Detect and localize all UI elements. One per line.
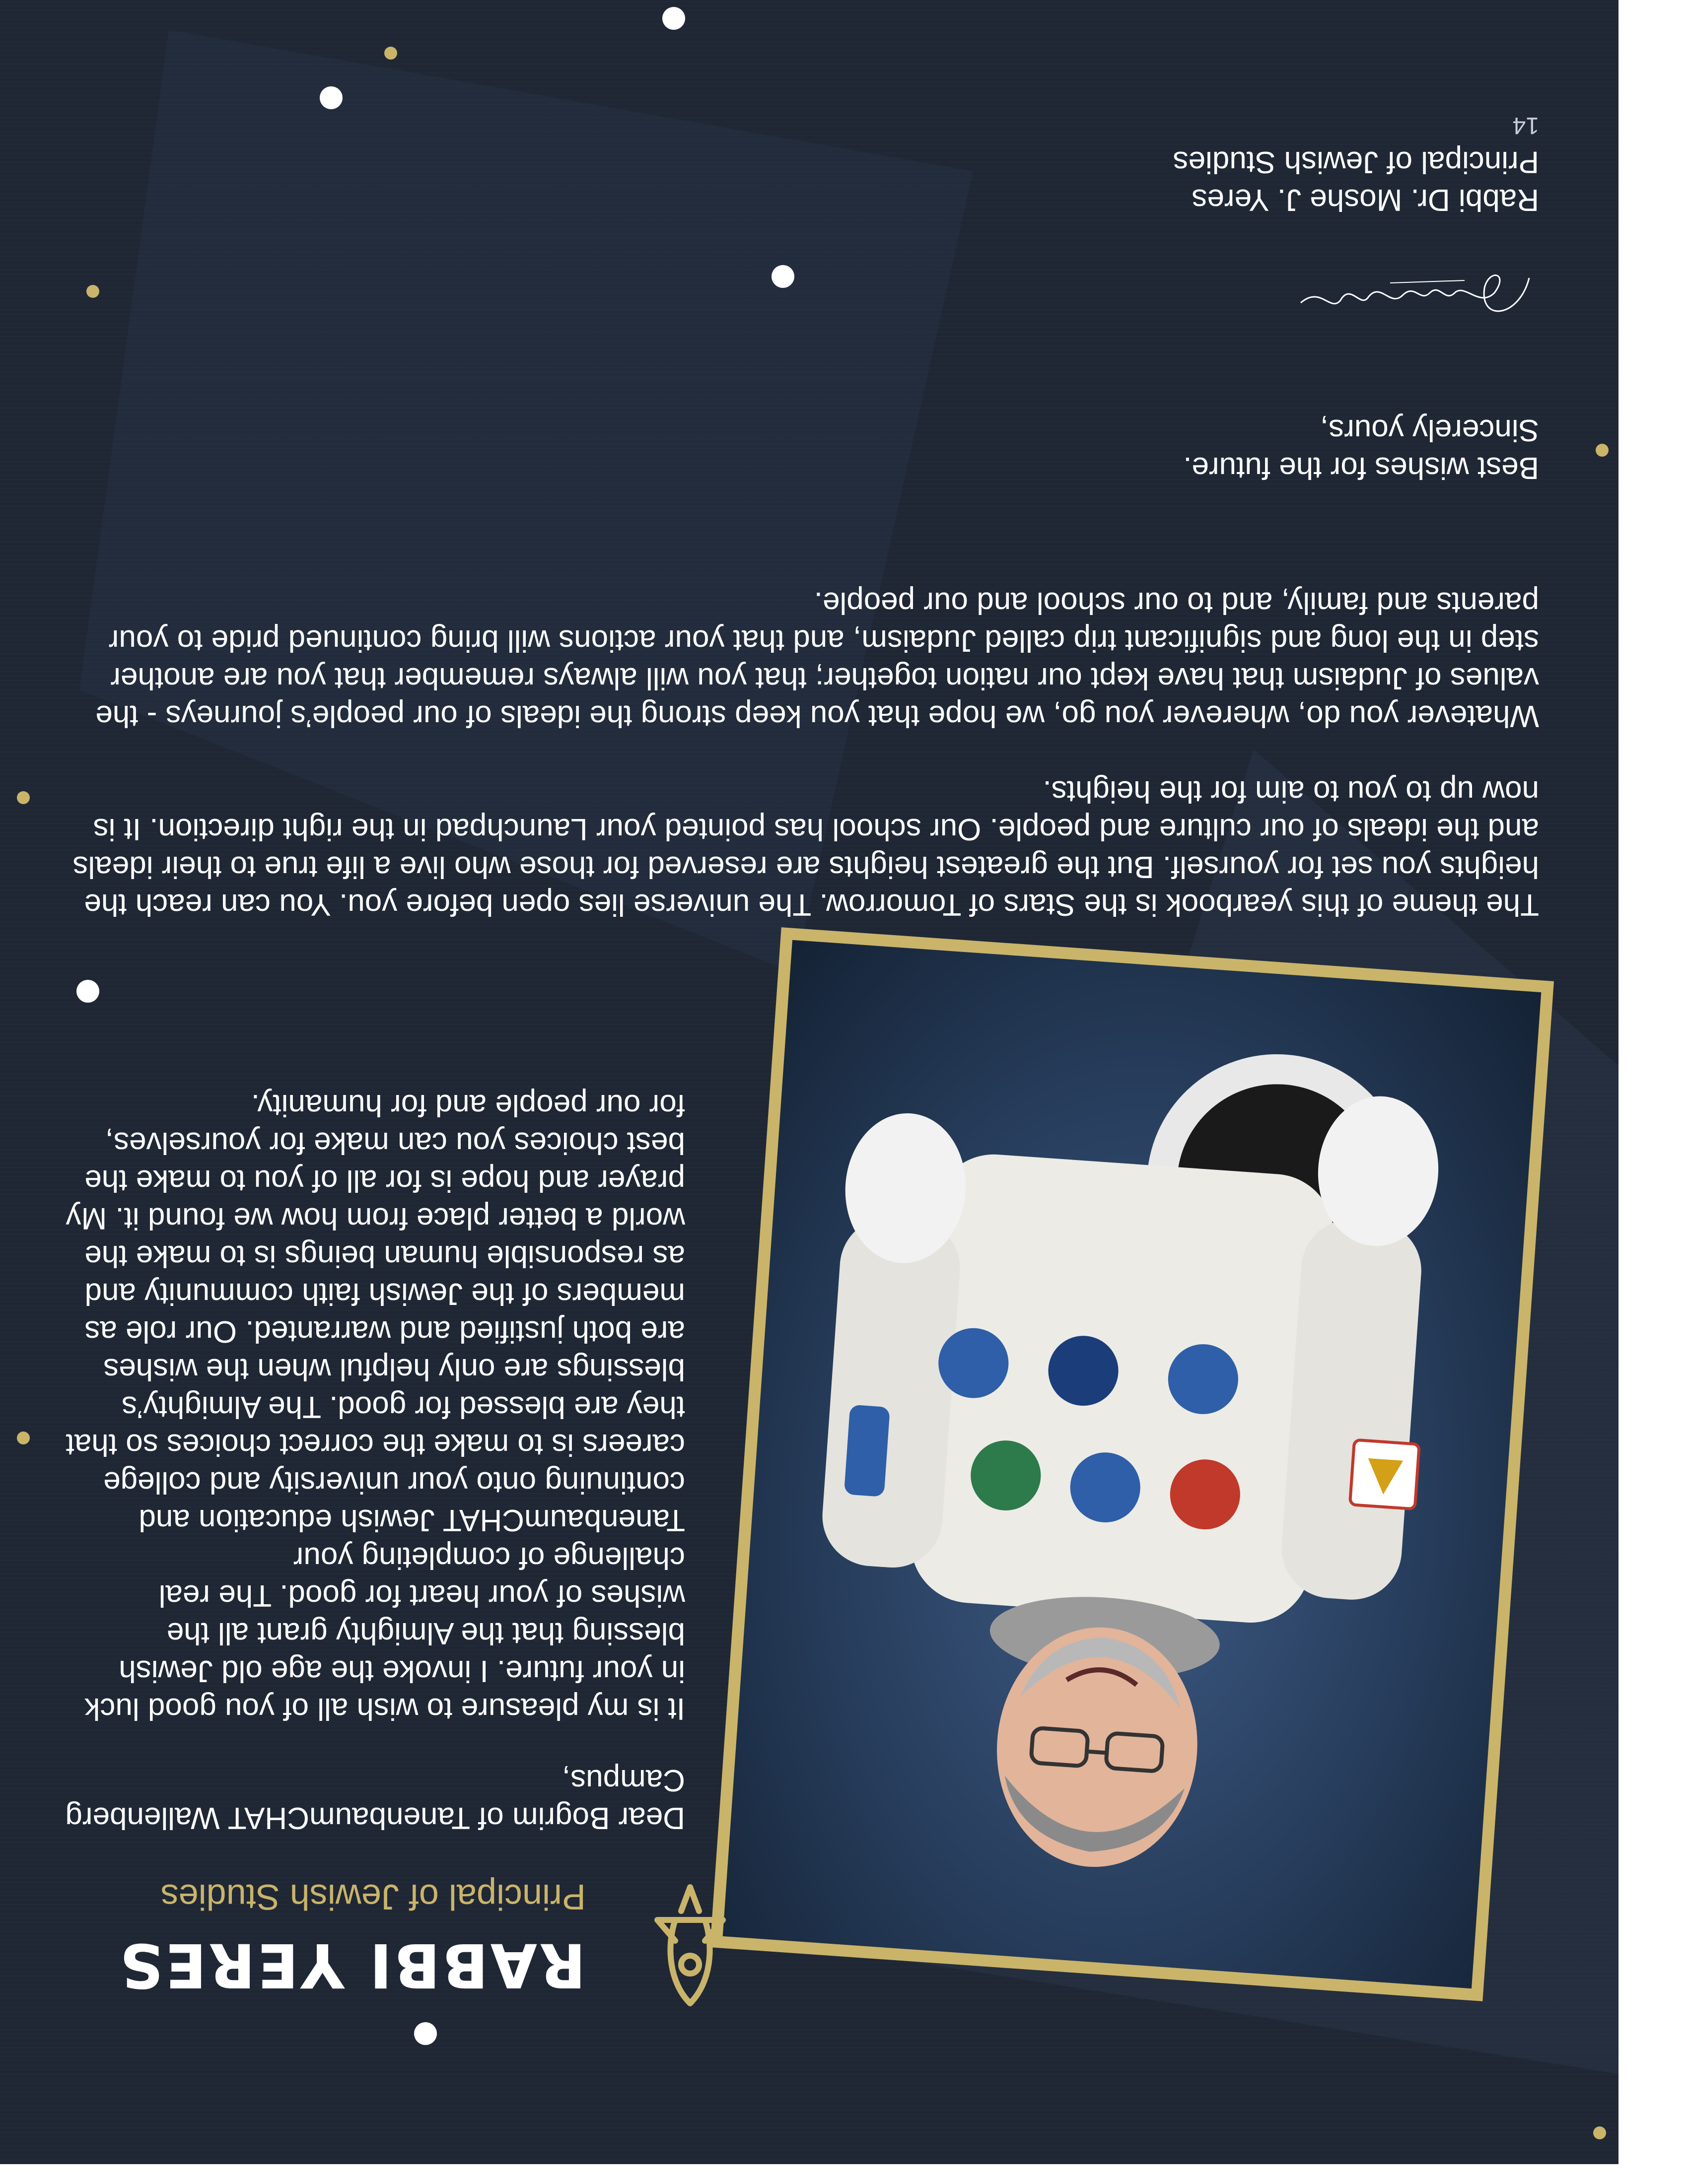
star-icon: [662, 7, 685, 30]
page-number: 14: [1512, 112, 1539, 138]
star-icon: [320, 86, 343, 109]
star-icon: [384, 47, 397, 60]
page-subtitle: Principal of Jewish Studies: [160, 1877, 586, 1916]
closing-wishes: Best wishes for the future.: [1183, 451, 1539, 485]
rocket-icon: [616, 1866, 765, 2015]
star-icon: [1596, 444, 1609, 457]
star-icon: [17, 791, 30, 804]
letter-paragraph-1: [65, 1086, 685, 1727]
signatory-title: Principal of Jewish Studies: [1173, 145, 1539, 179]
paragraph-2: The theme of this yearbook is the Stars of Tomorrow. The universe lies open before you. You can reach the heights you set for yourself. But the greatest heights are reserved for those who live a life true to their ideals and the ideals of our culture and people. Our school has pointed your Launchpad in the right direction. It is now up to you to aim for the heights.: [72, 774, 1539, 922]
star-icon: [772, 265, 794, 288]
star-icon: [414, 2022, 437, 2045]
letter-closing: [844, 411, 1539, 486]
paragraph-text: It is my pleasure to wish all of you good luck in your future. I invoke the age old Jewish blessing that the Almighty grant all the wishes of your heart for good. The real challenge of completing your TanenbaumCHAT Jewish education and continuing onto your university and college careers is to make the correct choices so that they are blessed for good. The Almighty’s blessings are only helpful when the wishes are both justified and warranted. Our role as members of the Jewish faith community and as responsible human beings is to make the world a better place from how we found it. My prayer and hope is for all of you to make the best choices you can make for yourselves, for our people and for humanity.: [66, 1088, 685, 1726]
letter-greeting: [65, 1761, 685, 1837]
star-icon: [86, 285, 99, 298]
letter-paragraphs: [55, 546, 1539, 923]
signatory-name: Rabbi Dr. Moshe J. Yeres: [1192, 183, 1539, 217]
page-title: RABBI YERES: [117, 1930, 586, 2000]
star-icon: [17, 1432, 30, 1444]
paragraph-3: Whatever you do, wherever you go, we hope that you keep strong the ideals of our people’s journeys - the values of Judaism that have kept our nation together; that you will always remember that you are another step in the long and significant trip called Judaism, and that your actions will bring continued pride to your parents and family, and to our school and our people.: [95, 586, 1539, 733]
closing-salutation: Sincerely yours,: [1320, 413, 1539, 447]
greeting-text: Dear Bogrim of TanenbaumCHAT Wallenberg Campus,: [65, 1763, 685, 1835]
star-icon: [1593, 2126, 1606, 2139]
astronaut-photo: [723, 940, 1542, 1989]
handwritten-signature: [1291, 258, 1539, 328]
astronaut-photo-frame: [710, 927, 1554, 2001]
star-icon: [76, 980, 99, 1003]
